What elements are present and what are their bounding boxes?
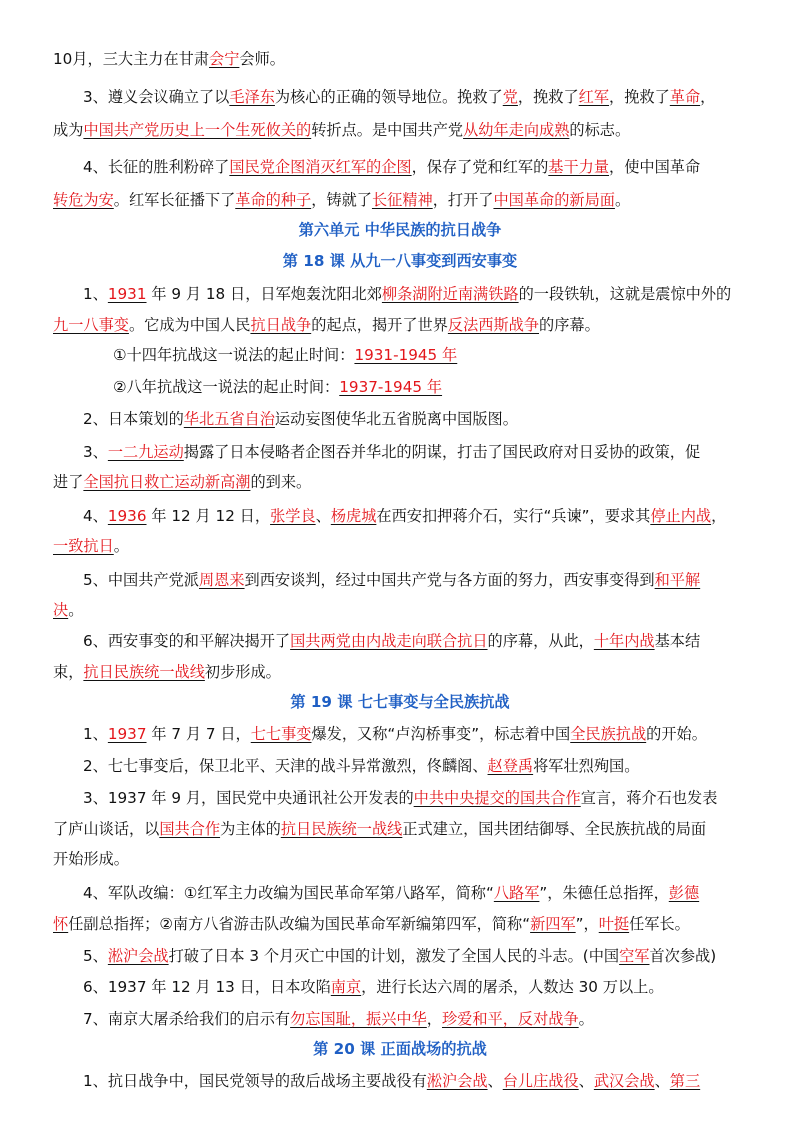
body-text: 了庐山谈话，以 [53,820,160,838]
body-text: 会师。 [239,50,285,68]
answer-text: 抗日民族统一战线 [83,663,205,681]
heading-line [0,246,800,276]
section-heading: 第六单元 中华民族的抗日战争 [298,221,502,239]
body-text: 任军长。 [629,915,690,933]
answer-text: 国共两党由内战走向联合抗日 [290,632,488,650]
answer-text: 1931-1945 年 [354,346,458,364]
body-text: 宣言，蒋介石也发表 [580,789,718,807]
body-text: ， [711,507,727,525]
section-heading: 第 18 课 从九一八事变到西安事变 [282,252,518,270]
body-text: 为核心的正确的领导地位。挽救了 [274,88,503,106]
body-text: 1、 [83,285,108,303]
text-line [0,719,800,749]
body-text: 将军壮烈殉国。 [533,757,640,775]
body-text: 3、 [83,443,108,461]
body-text: 的序幕。 [539,316,600,334]
answer-text: 1931 [107,285,147,303]
answer-text: 柳条湖附近南满铁路 [381,285,519,303]
text-line [0,501,800,531]
text-line [0,310,800,340]
body-text: 6、西安事变的和平解决揭开了 [83,632,291,650]
answer-text: 彭德 [668,884,700,902]
text-line [0,1004,800,1034]
body-text: 年 9 月 18 日，日军炮轰沈阳北郊 [146,285,382,303]
body-text: 4、军队改编：①红军主力改编为国民革命军第八路军，简称“ [83,884,494,902]
body-text: 开始形成。 [53,850,129,868]
answer-text: 1937 [107,725,147,743]
answer-text: 中国共产党历史上一个生死攸关的 [83,121,312,139]
answer-text: 红军 [578,88,610,106]
answer-text: 第三 [669,1072,701,1090]
answer-text: 长征精神 [371,191,433,209]
body-text: 的开始。 [646,725,707,743]
answer-text: 珍爱和平，反对战争 [441,1010,579,1028]
body-text: 运动妄图使华北五省脱离中国版图。 [274,410,518,428]
body-text: 3、遵义会议确立了以 [83,88,230,106]
answer-text: 叶挺 [598,915,630,933]
answer-text: 抗日民族统一战线 [280,820,403,838]
body-text: 1、 [83,725,108,743]
text-line [0,185,800,215]
answer-text: 革命 [669,88,701,106]
heading-line [0,687,800,717]
body-text: 4、长征的胜利粉碎了 [83,158,230,176]
answer-text: 七七事变 [250,725,312,743]
answer-text: 1936 [107,507,147,525]
answer-text: 从幼年走向成熟 [463,121,570,139]
body-text: 。 [578,1010,594,1028]
body-text: ，使中国革命 [609,158,701,176]
body-text: 。红军长征播下了 [113,191,236,209]
section-heading: 第 19 课 七七事变与全民族抗战 [290,693,510,711]
body-text: 揭露了日本侵略者企图吞并华北的阴谋，打击了国民政府对日妥协的政策，促 [183,443,701,461]
body-text: ，铸就了 [311,191,372,209]
text-line [0,751,800,781]
body-text: 。 [68,601,84,619]
body-text: ，打开了 [432,191,494,209]
text-line [0,972,800,1002]
section-heading: 第 20 课 正面战场的抗战 [313,1040,487,1058]
answer-text: 中共中央提交的国共合作 [413,789,581,807]
body-text: 成为 [53,121,84,139]
heading-line [0,215,800,245]
body-text: ①十四年抗战这一说法的起止时间： [113,346,355,364]
body-text: 的起点，揭开了世界 [311,316,448,334]
text-line [0,279,800,309]
text-line [0,404,800,434]
body-text: ，挽救了 [517,88,579,106]
text-line [0,878,800,908]
answer-text: 华北五省自治 [183,410,275,428]
text-line [0,595,800,625]
text-line [0,909,800,939]
answer-text: 党 [502,88,518,106]
answer-text: 抗日战争 [250,316,312,334]
body-text: ，进行长达六周的屠杀，人数达 30 万以上。 [361,978,664,996]
body-text: ，保存了党和红军的 [411,158,549,176]
body-text: 5、 [83,947,108,965]
answer-text: 革命的种子 [235,191,312,209]
body-text: ”，朱德任总指挥， [539,884,669,902]
answer-text: 八路军 [493,884,540,902]
answer-text: 张学良 [270,507,316,525]
body-text: ， [700,88,716,106]
body-text: 的到来。 [250,473,312,491]
text-line [0,531,800,561]
text-line [0,626,800,656]
body-text: 2、日本策划的 [83,410,184,428]
body-text: 转折点。是中国共产党 [311,121,464,139]
body-text: 爆发，又称“卢沟桥事变”，标志着中国 [311,725,571,743]
text-line [0,467,800,497]
heading-line [0,1034,800,1064]
answer-text: 中国革命的新局面 [493,191,615,209]
answer-text: 勿忘国耻，振兴中华 [290,1010,427,1028]
text-line [0,1066,800,1096]
text-line [0,657,800,687]
text-line [0,372,800,402]
answer-text: 一致抗日 [53,537,114,555]
answer-text: 和平解 [654,571,701,589]
body-text: 正式建立，国共团结御辱、全民族抗战的局面 [402,820,707,838]
body-text: 到西安谈判，经过中国共产党与各方面的努力，西安事变得到 [244,571,655,589]
answer-text: 南京 [330,978,362,996]
answer-text: 国民党企图消灭红军的企图 [229,158,412,176]
body-text: 、 [654,1072,670,1090]
body-text: 10月，三大主力在甘肃 [53,50,210,68]
answer-text: 九一八事变 [53,316,129,334]
text-line [0,941,800,971]
text-line [0,152,800,182]
text-line [0,340,800,370]
answer-text: 毛泽东 [229,88,275,106]
text-line [0,437,800,467]
text-line [0,814,800,844]
body-text: ， [426,1010,442,1028]
text-line [0,44,800,74]
body-text: ，挽救了 [609,88,670,106]
answer-text: 武汉会战 [593,1072,655,1090]
body-text: 在西安扣押蒋介石，实行“兵谏”，要求其 [376,507,651,525]
answer-text: 台儿庄战役 [502,1072,579,1090]
answer-text: 杨虎城 [330,507,377,525]
answer-text: 新四军 [530,915,576,933]
body-text: 打破了日本 3 个月灭亡中国的计划，激发了全国人民的斗志。(中国 [168,947,620,965]
body-text: 的序幕，从此， [487,632,594,650]
body-text: 2、七七事变后，保卫北平、天津的战斗异常激烈，佟麟阁、 [83,757,488,775]
answer-text: 全民族抗战 [570,725,647,743]
body-text: 7、南京大屠杀给我们的启示有 [83,1010,291,1028]
body-text: 年 7 月 7 日， [146,725,251,743]
body-text: 3、1937 年 9 月，国民党中央通讯社公开发表的 [83,789,414,807]
body-text: 初步形成。 [204,663,281,681]
body-text: ②八年抗战这一说法的起止时间： [113,378,340,396]
answer-text: 反法西斯战争 [447,316,539,334]
body-text: 。 [113,537,129,555]
text-line [0,844,800,874]
answer-text: 淞沪会战 [107,947,169,965]
body-text: 束， [53,663,84,681]
answer-text: 十年内战 [593,632,655,650]
body-text: 任副总指挥；②南方八省游击队改编为国民革命军新编第四军，简称“ [68,915,531,933]
answer-text: 淞沪会战 [426,1072,488,1090]
body-text: 。它成为中国人民 [128,316,251,334]
answer-text: 会宁 [209,50,240,68]
body-text: 、 [578,1072,594,1090]
body-text: 的标志。 [569,121,631,139]
body-text: 6、1937 年 12 月 13 日，日本攻陷 [83,978,331,996]
answer-text: 全国抗日救亡运动新高潮 [83,473,251,491]
answer-text: 空军 [619,947,650,965]
answer-text: 停止内战 [650,507,712,525]
answer-text: 一二九运动 [107,443,184,461]
body-text: 的一段铁轨，这就是震惊中外的 [518,285,732,303]
body-text: 进了 [53,473,84,491]
body-text: 1、抗日战争中，国民党领导的敌后战场主要战役有 [83,1072,427,1090]
answer-text: 周恩来 [198,571,245,589]
text-line [0,82,800,112]
body-text: 基本结 [654,632,701,650]
body-text: 首次参战) [649,947,717,965]
body-text: 5、中国共产党派 [83,571,199,589]
answer-text: 1937-1945 年 [339,378,443,396]
text-line [0,115,800,145]
answer-text: 转危为安 [53,191,114,209]
answer-text: 决 [53,601,69,619]
answer-text: 赵登禹 [487,757,534,775]
answer-text: 基干力量 [548,158,610,176]
body-text: 4、 [83,507,108,525]
text-line [0,783,800,813]
answer-text: 国共合作 [159,820,221,838]
answer-text: 怀 [53,915,69,933]
body-text: ”， [575,915,599,933]
text-line [0,565,800,595]
body-text: 、 [315,507,331,525]
body-text: 。 [614,191,631,209]
body-text: 年 12 月 12 日， [146,507,271,525]
body-text: 为主体的 [220,820,281,838]
body-text: 、 [487,1072,503,1090]
